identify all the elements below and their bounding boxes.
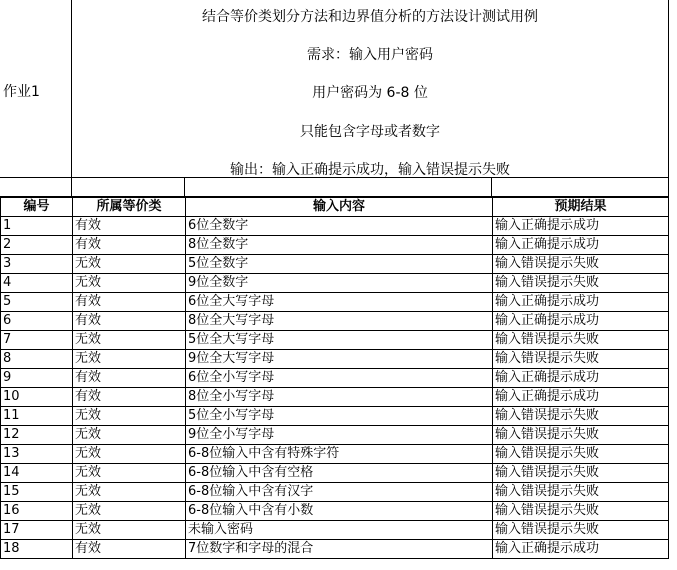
input-content-cell[interactable]: 9位全大写字母	[186, 350, 493, 369]
rule-length-text: 用户密码为 6-8 位	[312, 85, 428, 101]
table-row	[1, 502, 669, 521]
input-content-cell[interactable]: 9位全小写字母	[186, 426, 493, 445]
expected-result-cell[interactable]: 输入错误提示失败	[493, 274, 669, 293]
equivalence-class-cell[interactable]: 有效	[73, 236, 186, 255]
column-header-class[interactable]: 所属等价类	[73, 198, 186, 217]
input-content-cell[interactable]: 9位全数字	[186, 274, 493, 293]
empty-row	[0, 178, 669, 197]
column-header-expected[interactable]: 预期结果	[493, 198, 669, 217]
table-row	[1, 255, 669, 274]
table-row	[1, 312, 669, 331]
expected-result-cell[interactable]: 输入错误提示失败	[493, 331, 669, 350]
input-content-cell[interactable]: 5位全数字	[186, 255, 493, 274]
assignment-label-cell[interactable]	[0, 0, 72, 178]
input-content-cell[interactable]: 6-8位输入中含有汉字	[186, 483, 493, 502]
expected-result-cell[interactable]: 输入错误提示失败	[493, 255, 669, 274]
input-content-cell[interactable]: 8位全小写字母	[186, 388, 493, 407]
input-content-cell[interactable]: 6-8位输入中含有小数	[186, 502, 493, 521]
equivalence-class-cell[interactable]: 有效	[73, 312, 186, 331]
case-id-cell[interactable]: 1	[1, 217, 73, 236]
equivalence-class-cell[interactable]: 无效	[73, 445, 186, 464]
expected-result-cell[interactable]: 输入正确提示成功	[493, 236, 669, 255]
case-id-cell[interactable]: 8	[1, 350, 73, 369]
expected-result-cell[interactable]: 输入正确提示成功	[493, 388, 669, 407]
case-id-cell[interactable]: 11	[1, 407, 73, 426]
table-row	[1, 464, 669, 483]
table-row	[1, 369, 669, 388]
case-id-cell[interactable]: 10	[1, 388, 73, 407]
table-row	[1, 236, 669, 255]
table-row	[1, 445, 669, 464]
equivalence-class-cell[interactable]: 有效	[73, 369, 186, 388]
expected-result-cell[interactable]: 输入正确提示成功	[493, 217, 669, 236]
input-content-cell[interactable]: 6-8位输入中含有空格	[186, 464, 493, 483]
input-content-cell[interactable]: 7位数字和字母的混合	[186, 540, 493, 559]
case-id-cell[interactable]: 6	[1, 312, 73, 331]
expected-result-cell[interactable]: 输入错误提示失败	[493, 407, 669, 426]
case-id-cell[interactable]: 14	[1, 464, 73, 483]
input-content-cell[interactable]: 6位全小写字母	[186, 369, 493, 388]
table-row	[1, 521, 669, 540]
expected-result-cell[interactable]: 输入正确提示成功	[493, 369, 669, 388]
table-row	[1, 293, 669, 312]
input-content-cell[interactable]: 未输入密码	[186, 521, 493, 540]
expected-result-cell[interactable]: 输入错误提示失败	[493, 521, 669, 540]
table-row	[1, 407, 669, 426]
table-row	[1, 388, 669, 407]
requirement-text: 需求：输入用户密码	[307, 47, 433, 63]
input-content-cell[interactable]: 8位全大写字母	[186, 312, 493, 331]
equivalence-class-cell[interactable]: 有效	[73, 217, 186, 236]
input-content-cell[interactable]: 6位全大写字母	[186, 293, 493, 312]
test-case-table	[0, 197, 669, 559]
expected-result-cell[interactable]: 输入正确提示成功	[493, 312, 669, 331]
output-text: 输出：输入正确提示成功，输入错误提示失败	[230, 162, 510, 178]
expected-result-cell[interactable]: 输入错误提示失败	[493, 483, 669, 502]
equivalence-class-cell[interactable]: 有效	[73, 293, 186, 312]
input-content-cell[interactable]: 5位全小写字母	[186, 407, 493, 426]
case-id-cell[interactable]: 12	[1, 426, 73, 445]
equivalence-class-cell[interactable]: 有效	[73, 540, 186, 559]
case-id-cell[interactable]: 18	[1, 540, 73, 559]
table-row	[1, 274, 669, 293]
rule-charset-text: 只能包含字母或者数字	[300, 124, 440, 140]
input-content-cell[interactable]: 5位全大写字母	[186, 331, 493, 350]
table-row	[1, 331, 669, 350]
equivalence-class-cell[interactable]: 无效	[73, 426, 186, 445]
equivalence-class-cell[interactable]: 无效	[73, 502, 186, 521]
table-row	[1, 217, 669, 236]
equivalence-class-cell[interactable]: 无效	[73, 331, 186, 350]
expected-result-cell[interactable]: 输入正确提示成功	[493, 540, 669, 559]
table-row	[1, 426, 669, 445]
input-content-cell[interactable]: 6位全数字	[186, 217, 493, 236]
input-content-cell[interactable]: 6-8位输入中含有特殊字符	[186, 445, 493, 464]
case-id-cell[interactable]: 15	[1, 483, 73, 502]
case-id-cell[interactable]: 9	[1, 369, 73, 388]
equivalence-class-cell[interactable]: 无效	[73, 274, 186, 293]
table-row	[1, 350, 669, 369]
case-id-cell[interactable]: 16	[1, 502, 73, 521]
table-row	[1, 483, 669, 502]
case-id-cell[interactable]: 4	[1, 274, 73, 293]
expected-result-cell[interactable]: 输入错误提示失败	[493, 350, 669, 369]
case-id-cell[interactable]: 17	[1, 521, 73, 540]
equivalence-class-cell[interactable]: 无效	[73, 255, 186, 274]
assignment-label: 作业1	[3, 84, 40, 100]
case-id-cell[interactable]: 7	[1, 331, 73, 350]
case-id-cell[interactable]: 3	[1, 255, 73, 274]
column-header-id[interactable]: 编号	[1, 198, 73, 217]
description-title: 结合等价类划分方法和边界值分析的方法设计测试用例	[202, 9, 538, 25]
input-content-cell[interactable]: 8位全数字	[186, 236, 493, 255]
equivalence-class-cell[interactable]: 无效	[73, 464, 186, 483]
description-cell[interactable]	[72, 0, 669, 178]
table-header-row	[1, 198, 669, 217]
equivalence-class-cell[interactable]: 无效	[73, 407, 186, 426]
equivalence-class-cell[interactable]: 无效	[73, 521, 186, 540]
expected-result-cell[interactable]: 输入错误提示失败	[493, 445, 669, 464]
expected-result-cell[interactable]: 输入错误提示失败	[493, 502, 669, 521]
equivalence-class-cell[interactable]: 有效	[73, 388, 186, 407]
expected-result-cell[interactable]: 输入错误提示失败	[493, 426, 669, 445]
empty-cell[interactable]	[0, 178, 72, 197]
case-id-cell[interactable]: 5	[1, 293, 73, 312]
table-row	[1, 540, 669, 559]
column-header-input[interactable]: 输入内容	[186, 198, 493, 217]
equivalence-class-cell[interactable]: 无效	[73, 350, 186, 369]
case-id-cell[interactable]: 2	[1, 236, 73, 255]
empty-cell[interactable]	[185, 178, 492, 197]
expected-result-cell[interactable]: 输入正确提示成功	[493, 293, 669, 312]
empty-cell[interactable]	[492, 178, 669, 197]
case-id-cell[interactable]: 13	[1, 445, 73, 464]
expected-result-cell[interactable]: 输入错误提示失败	[493, 464, 669, 483]
equivalence-class-cell[interactable]: 无效	[73, 483, 186, 502]
empty-cell[interactable]	[72, 178, 185, 197]
